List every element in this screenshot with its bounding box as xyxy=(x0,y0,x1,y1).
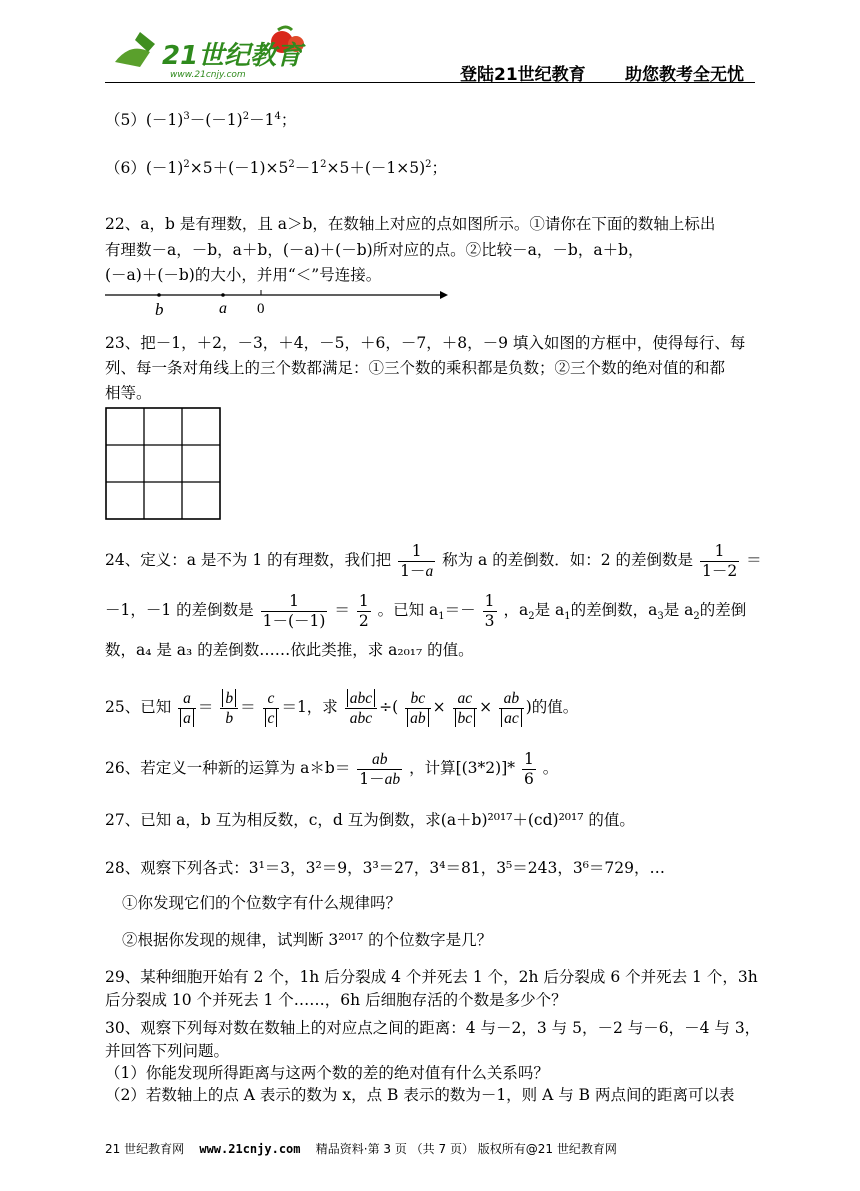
q30-line1: 30、观察下列每对数在数轴上的对应点之间的距离：4 与－2，3 与 5，－2 与－6，－4 与 3， xyxy=(105,1019,761,1037)
q29-line1: 29、某种细胞开始有 2 个，1h 后分裂成 4 个并死去 1 个，2h 后分裂成 6 个并死去 1 个，3h xyxy=(105,968,758,986)
problem-5-label: （5） xyxy=(105,111,146,130)
problem-6-label: （6） xyxy=(105,159,146,178)
q22-line2: 有理数－a，－b，a＋b，(－a)＋(－b)所对应的点。②比较－a，－b，a＋b， xyxy=(105,241,644,259)
q30-line2: 并回答下列问题。 xyxy=(105,1042,230,1060)
q24-line1: 24、定义：a 是不为 1 的有理数，我们把 $\frac{1}{1-a}$ 称为 a 的差倒数．如：2 的差倒数是 $\frac{1}{1-2}$ ＝ xyxy=(105,541,762,580)
grid-3x3 xyxy=(105,407,223,521)
q30-line3: （1）你能发现所得距离与这两个数的差的绝对值有什么关系吗？ xyxy=(105,1064,549,1082)
label-b: b xyxy=(155,300,164,319)
arrow-icon xyxy=(440,291,448,299)
footer xyxy=(105,1140,617,1157)
runner-icon xyxy=(115,49,150,67)
footer-info: 精品资料·第 3 页 （共 7 页） 版权所有@21 世纪教育网 xyxy=(315,1142,617,1156)
label-zero: 0 xyxy=(257,301,265,317)
q27: 27、已知 a，b 互为相反数，c，d 互为倒数，求(a＋b)²⁰¹⁷＋(cd)²⁰¹⁷ 的值。 xyxy=(105,811,635,829)
q26: 26、若定义一种新的运算为 a＊b＝ $\frac{ab}{1-ab}$ ，计算[(3*2)]* $\frac{1}{6}$ 。 xyxy=(105,749,559,788)
problem-6: $(6)(-1)^2\times 5+(-1)\times 5^2-1^2\times 5+(-1\times 5)^2$； xyxy=(105,159,448,178)
logo xyxy=(110,22,310,80)
header-slogan-left: 登陆21世纪教育 xyxy=(460,65,586,85)
q23-line2: 列、每一条对角线上的三个数都满足：①三个数的乘积都是负数；②三个数的绝对值的和都 xyxy=(105,359,726,377)
q28-line3: ②根据你发现的规律，试判断 3²⁰¹⁷ 的个位数字是几？ xyxy=(122,931,493,949)
point-a xyxy=(221,293,225,297)
problem-5: $(5)(-1)^3-(-1)^2-1^4$； xyxy=(105,111,297,130)
q22-line3: (－a)＋(－b)的大小，并用“＜”号连接。 xyxy=(105,266,382,284)
logo-url: www.21cnjy.com xyxy=(170,70,246,80)
footer-site: 21 世纪教育网 xyxy=(105,1142,185,1156)
q29-line2: 后分裂成 10 个并死去 1 个……，6h 后细胞存活的个数是多少个？ xyxy=(105,991,567,1009)
q25: 25、已知 $\frac{a}{a}$ ＝ $\frac{b}{b}$ ＝ $\frac{c}{c}$ ＝1，求 $\frac{\text{abc}}{\text{abc}}$ ÷( $\frac{bc}{ab}$ × $\frac{ac}{bc}$ × $\frac{ab}{ac}$ )的值。 xyxy=(105,689,579,727)
number-line xyxy=(105,285,450,320)
q28-line1: 28、观察下列各式：3¹＝3，3²＝9，3³＝27，3⁴＝81，3⁵＝243，3⁶＝729，… xyxy=(105,859,666,877)
q28-line2: ①你发现它们的个位数字有什么规律吗？ xyxy=(122,894,402,912)
q24-line3: 数，a₄ 是 a₃ 的差倒数……依此类推，求 a₂₀₁₇ 的值。 xyxy=(105,641,474,659)
q24-line2: －1，－1 的差倒数是 $\frac{1}{1-(-1)}$ ＝ $\frac{1}{2}$ 。已知 $a_1=-$ $\frac{1}{3}$ ，$a_2$是 $a_1$的差倒数，$a_3$是 $a_2$的差倒 xyxy=(105,591,747,630)
q22-line1: 22、a，b 是有理数，且 a＞b，在数轴上对应的点如图所示。①请你在下面的数轴上标出 xyxy=(105,215,716,233)
header-slogan-right: 助您教考全无忧 xyxy=(625,65,744,85)
point-b xyxy=(157,293,161,297)
footer-url[interactable]: www.21cnjy.com xyxy=(199,1142,301,1156)
q23-line1: 23、把－1，＋2，－3，＋4，－5，＋6，－7，＋8，－9 填入如图的方框中，使得每行、每 xyxy=(105,334,746,352)
header-rule xyxy=(105,82,755,83)
q30-line4: （2）若数轴上的点 A 表示的数为 x，点 B 表示的数为－1，则 A 与 B 两点间的距离可以表 xyxy=(105,1086,735,1104)
label-a: a xyxy=(219,300,227,317)
logo-text: 21世纪教育 xyxy=(162,41,303,71)
q23-line3: 相等。 xyxy=(105,384,152,402)
